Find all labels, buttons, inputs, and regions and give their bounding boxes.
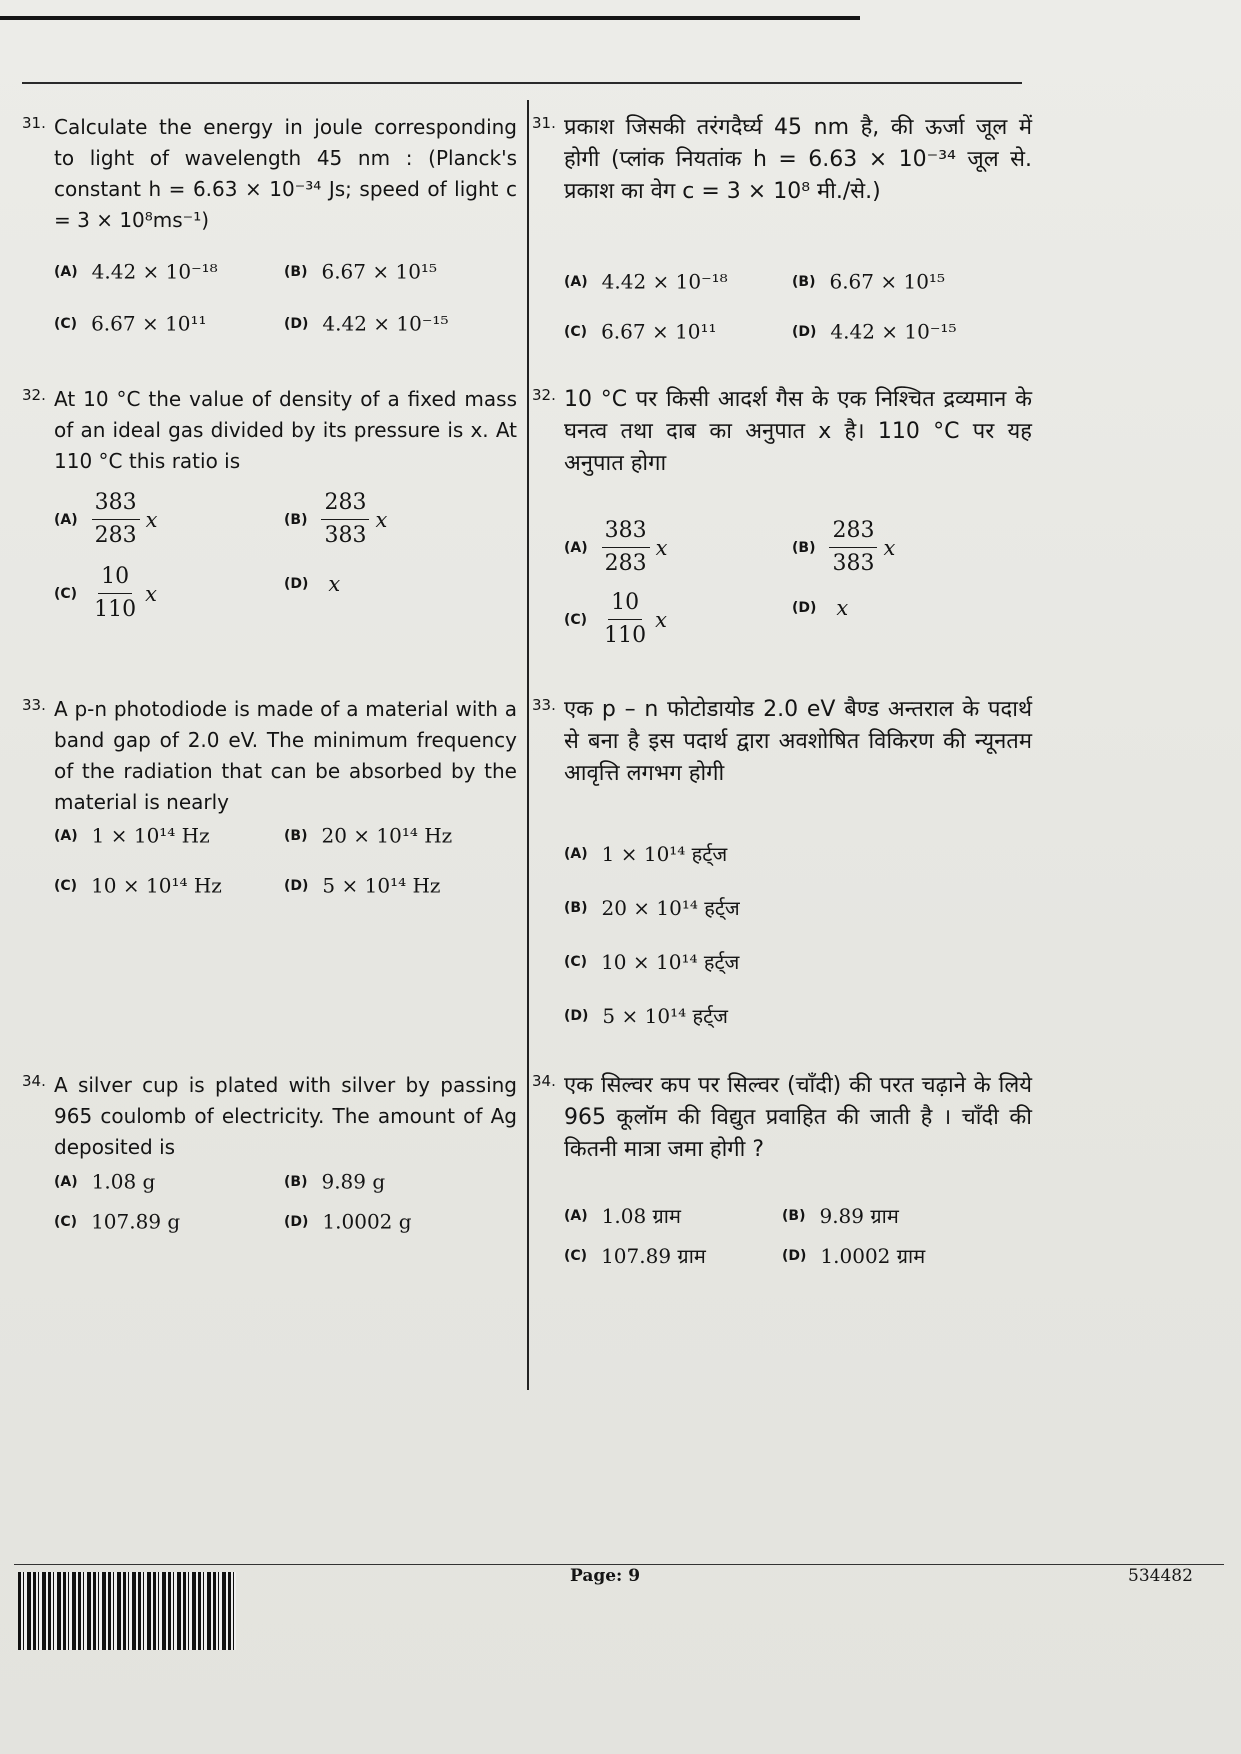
option-d[interactable]: (D) 5 × 10¹⁴ Hz [284, 873, 441, 898]
option-a[interactable]: (A) 1 × 10¹⁴ हर्ट्ज [564, 842, 728, 866]
option-a[interactable]: (A) 4.42 × 10⁻¹⁸ [564, 269, 728, 294]
document-code: 534482 [1128, 1566, 1193, 1586]
question-number: 33. [532, 696, 556, 714]
option-c[interactable]: (C) 10 × 10¹⁴ Hz [54, 873, 222, 898]
option-a[interactable]: (A) $\frac{383}{283}$ x [54, 490, 158, 548]
option-c[interactable]: (C) $\frac{10}{110}$ x [54, 564, 157, 622]
fraction: $\frac{283}{383}$ [829, 518, 877, 577]
option-d[interactable]: (D) 1.0002 g [284, 1209, 412, 1234]
option-c[interactable]: (C) 6.67 × 10¹¹ [564, 319, 717, 344]
option-d[interactable]: (D) x [284, 571, 341, 596]
question-text: Calculate the energy in joule corresponding to light of wavelength 45 nm : (Planck's constant h = 6.63 × 10⁻³⁴ Js; speed of light c = 3 × 10⁸ms⁻¹) [54, 115, 517, 232]
option-b[interactable]: (B) 6.67 × 10¹⁵ [792, 269, 945, 294]
question-text: एक सिल्वर कप पर सिल्वर (चाँदी) की परत चढ़ाने के लिये 965 कूलॉम की विद्युत प्रवाहित की जाती है । चाँदी की कितनी मात्रा जमा होगी ? [564, 1073, 1032, 1162]
question-text: 10 °C पर किसी आदर्श गैस के एक निश्चित द्रव्यमान के घनत्व तथा दाब का अनुपात x है। 110 °C पर यह अनुपात होगा [564, 387, 1032, 476]
option-a[interactable]: (A) 1.08 ग्राम [564, 1204, 681, 1228]
question-number: 34. [532, 1072, 556, 1090]
option-b[interactable]: (B) 6.67 × 10¹⁵ [284, 259, 437, 284]
option-b[interactable]: (B) 20 × 10¹⁴ Hz [284, 823, 453, 848]
option-b[interactable]: (B) 9.89 ग्राम [782, 1204, 899, 1228]
question-text: At 10 °C the value of density of a fixed mass of an ideal gas divided by its pressure is x. At 110 °C this ratio is [54, 387, 517, 473]
option-d[interactable]: (D) 5 × 10¹⁴ हर्ट्ज [564, 1004, 729, 1028]
option-b[interactable]: (B) $\frac{283}{383}$ x [792, 518, 896, 576]
fraction: $\frac{10}{110}$ [94, 564, 137, 622]
option-c[interactable]: (C) 10 × 10¹⁴ हर्ट्ज [564, 950, 740, 974]
fraction: $\frac{283}{383}$ [321, 490, 369, 549]
option-a[interactable]: (A) $\frac{383}{283}$ x [564, 518, 668, 576]
question-number: 32. [532, 386, 556, 404]
question-text: A silver cup is plated with silver by passing 965 coulomb of electricity. The amount of Ag deposited is [54, 1073, 517, 1159]
option-b[interactable]: (B) 9.89 g [284, 1169, 386, 1194]
option-c[interactable]: (C) 6.67 × 10¹¹ [54, 311, 207, 336]
header-bar [0, 16, 860, 20]
option-a[interactable]: (A) 1.08 g [54, 1169, 156, 1194]
question-text: A p-n photodiode is made of a material with a band gap of 2.0 eV. The minimum frequency of the radiation that can be absorbed by the material is nearly [54, 697, 517, 814]
option-c[interactable]: (C) 107.89 g [54, 1209, 181, 1234]
option-c[interactable]: (C) 107.89 ग्राम [564, 1244, 706, 1268]
column-divider [527, 100, 529, 1390]
option-a[interactable]: (A) 1 × 10¹⁴ Hz [54, 823, 210, 848]
question-text: एक p – n फोटोडायोड 2.0 eV बैण्ड अन्तराल के पदार्थ से बना है इस पदार्थ द्वारा अवशोषित विकिरण की न्यूनतम आवृत्ति लगभग होगी [564, 697, 1032, 786]
question-number: 31. [532, 114, 556, 132]
barcode [18, 1572, 236, 1650]
option-d[interactable]: (D) 4.42 × 10⁻¹⁵ [792, 319, 957, 344]
option-d[interactable]: (D) 1.0002 ग्राम [782, 1244, 926, 1268]
question-number: 34. [22, 1072, 46, 1090]
option-b[interactable]: (B) 20 × 10¹⁴ हर्ट्ज [564, 896, 740, 920]
fraction: $\frac{383}{283}$ [602, 518, 650, 577]
option-d[interactable]: (D) x [792, 595, 849, 620]
question-text: प्रकाश जिसकी तरंगदैर्घ्य 45 nm है, की ऊर्जा जूल में होगी (प्लांक नियतांक h = 6.63 × 10⁻³⁴ जूल से. प्रकाश का वेग c = 3 × 10⁸ मी./से.) [564, 115, 1032, 204]
page-number: Page: 9 [570, 1566, 641, 1586]
option-c[interactable]: (C) $\frac{10}{110}$ x [564, 590, 667, 648]
fraction: $\frac{10}{110}$ [604, 590, 647, 648]
footer-rule [14, 1564, 1224, 1565]
option-d[interactable]: (D) 4.42 × 10⁻¹⁵ [284, 311, 449, 336]
header-rule [22, 82, 1022, 84]
option-b[interactable]: (B) $\frac{283}{383}$ x [284, 490, 388, 548]
question-number: 33. [22, 696, 46, 714]
fraction: $\frac{383}{283}$ [92, 490, 140, 549]
question-number: 31. [22, 114, 46, 132]
question-number: 32. [22, 386, 46, 404]
option-a[interactable]: (A) 4.42 × 10⁻¹⁸ [54, 259, 218, 284]
